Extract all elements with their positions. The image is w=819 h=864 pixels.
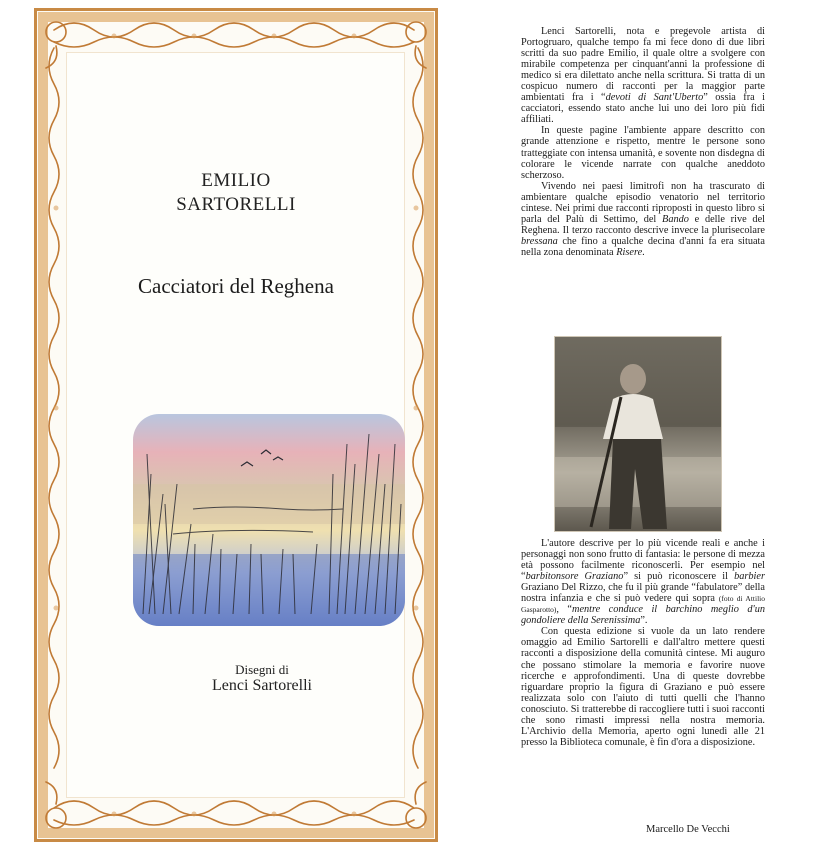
paragraph-3: Vivendo nei paesi limitrofi non ha trascurato di ambientare qualche episodio venatorio nel territorio cintese. Nei primi due racconti riproposti in questo libro si parla del Palù di Settimo, del Bando e delle rive del Reghena. Il terzo racconto descrive invece la plurisecolare bressana che fino a qualche decina d'anni fa era situata nella zona denominata Risere. bbox=[521, 180, 765, 258]
article-text-bottom bbox=[521, 538, 765, 748]
boatman-photo bbox=[554, 336, 722, 532]
cover-watercolor-illustration bbox=[133, 414, 405, 626]
book-cover bbox=[34, 8, 438, 842]
book-title: Cacciatori del Reghena bbox=[138, 274, 334, 298]
paragraph-2: In queste pagine l'ambiente appare descritto con grande attenzione e rispetto, mentre le persone sono tratteggiate con intensa umanità, e sovente non disdegna di colorare le vicende narrate con qualche aneddoto scherzoso. bbox=[521, 125, 765, 181]
article-text-top bbox=[521, 26, 765, 258]
photo-credit: (foto di Attilio Gasparotto) bbox=[521, 594, 766, 615]
author-first-name: EMILIO bbox=[201, 170, 271, 191]
paragraph-4: L'autore descrive per lo più vicende reali e anche i personaggi non sono frutto di fantasia: le persone di mezza età possono facilmente riconoscerli. Per esempio nel “barbitonsore Graziano” si può riconoscere il barbier Graziano Del Rizzo, che fu il più grande “fabulatore” della nostra infanzia e che si può vedere qui sopra (foto di Attilio Gasparotto), “mentre conduce il barchino meglio d'un gondoliere della Serenissima”. bbox=[521, 538, 766, 627]
paragraph-5: Con questa edizione si vuole da un lato rendere omaggio ad Emilio Sartorelli e dall'altro mettere questi racconti a disposizione della comunità cintese. Mi auguro che possano stimolare la memoria e favorire nuove ricerche e approfondimenti. Una di queste dovrebbe riguardare proprio la figura di Graziano e può essere realizzata solo con l'aiuto di tutti quelli che l'hanno conosciuto. Si tratterebbe di raccogliere tutti i suoi racconti che sono rimasti impressi nella nostra memoria. L'Archivio della Memoria, aperto ogni lunedì alle 21 presso la Biblioteca comunale, è fin d'ora a disposizione. bbox=[521, 626, 765, 748]
signature: Marcello De Vecchi bbox=[646, 824, 730, 835]
paragraph-1: Lenci Sartorelli, nota e pregevole artista di Portogruaro, qualche tempo fa mi fece dono di due libri scritti da suo padre Emilio, il quale oltre a svolgere con mirabile competenza per cinquant'anni la professione di medico si era dilettato anche nella scrittura. Si tratta di un cospicuo numero di racconti per la maggior parte ambientati fra i “devoti di Sant'Uberto” ossia fra i cacciatori, essendo stato anche lui uno dei loro più fidi affiliati. bbox=[521, 26, 766, 126]
illustrator-name: Lenci Sartorelli bbox=[212, 677, 312, 694]
drawings-by-label: Disegni di bbox=[235, 662, 289, 677]
author-last-name: SARTORELLI bbox=[176, 194, 296, 215]
